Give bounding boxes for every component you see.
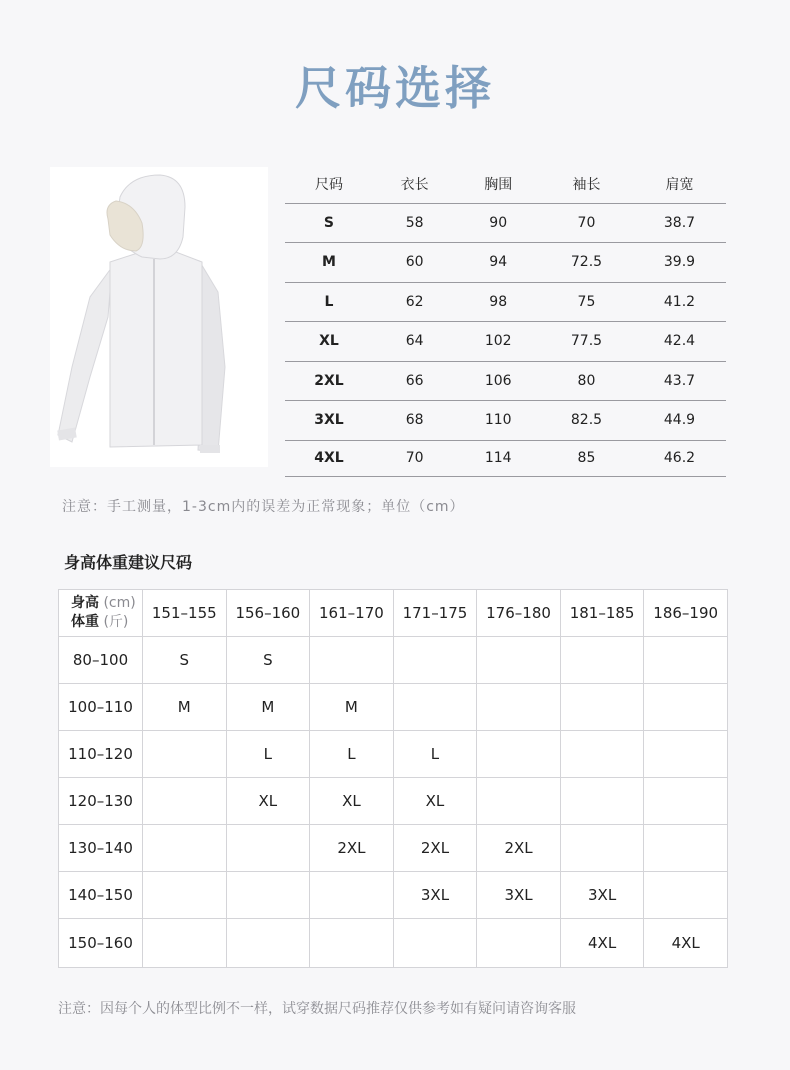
table-row: [59, 731, 728, 778]
cell-size: 3XL: [285, 401, 373, 441]
cell-chest: 90: [456, 203, 540, 243]
height-header: 151–155: [143, 590, 227, 637]
table-row: [285, 282, 726, 322]
size-cell: [644, 684, 728, 731]
cell-length: 66: [373, 361, 457, 401]
recommend-header-row: [59, 590, 728, 637]
size-cell: [644, 872, 728, 919]
size-cell: [560, 778, 644, 825]
cell-shoulder: 46.2: [633, 440, 726, 476]
product-image-white-hooded-jacket: [50, 167, 268, 467]
size-cell: [477, 919, 561, 968]
size-cell: 2XL: [477, 825, 561, 872]
size-cell: [310, 637, 394, 684]
cell-shoulder: 38.7: [633, 203, 726, 243]
cell-chest: 98: [456, 282, 540, 322]
cell-sleeve: 77.5: [540, 322, 633, 362]
size-cell: S: [143, 637, 227, 684]
size-cell: 3XL: [560, 872, 644, 919]
table-row: [285, 203, 726, 243]
table-row: [59, 825, 728, 872]
height-header: 181–185: [560, 590, 644, 637]
cell-size: XL: [285, 322, 373, 362]
height-unit: (cm): [103, 595, 136, 611]
size-cell: [310, 872, 394, 919]
size-cell: [226, 825, 310, 872]
recommend-note: 注意：因每个人的体型比例不一样，试穿数据尺码推荐仅供参考如有疑问请咨询客服: [58, 1001, 576, 1017]
size-cell: [644, 637, 728, 684]
size-cell: [644, 778, 728, 825]
size-cell: XL: [393, 778, 477, 825]
height-header: 171–175: [393, 590, 477, 637]
header-size: 尺码: [285, 165, 373, 203]
cell-size: S: [285, 203, 373, 243]
size-cell: [393, 684, 477, 731]
cell-chest: 94: [456, 243, 540, 283]
cell-sleeve: 85: [540, 440, 633, 476]
size-chart-table: [285, 165, 726, 477]
cell-size: 2XL: [285, 361, 373, 401]
size-cell: 2XL: [310, 825, 394, 872]
cell-shoulder: 42.4: [633, 322, 726, 362]
table-row: [285, 401, 726, 441]
size-cell: [310, 919, 394, 968]
weight-cell: 80–100: [59, 637, 143, 684]
size-cell: 3XL: [477, 872, 561, 919]
cell-sleeve: 70: [540, 203, 633, 243]
cell-size: 4XL: [285, 440, 373, 476]
cell-length: 58: [373, 203, 457, 243]
cell-chest: 102: [456, 322, 540, 362]
table-row: [59, 919, 728, 968]
size-cell: M: [143, 684, 227, 731]
size-cell: [143, 919, 227, 968]
size-cell: [644, 731, 728, 778]
cell-chest: 106: [456, 361, 540, 401]
size-cell: L: [310, 731, 394, 778]
table-row: [285, 440, 726, 476]
weight-cell: 140–150: [59, 872, 143, 919]
cell-shoulder: 43.7: [633, 361, 726, 401]
size-cell: 2XL: [393, 825, 477, 872]
table-row: [59, 637, 728, 684]
header-shoulder: 肩宽: [633, 165, 726, 203]
weight-cell: 120–130: [59, 778, 143, 825]
size-cell: [226, 919, 310, 968]
cell-length: 70: [373, 440, 457, 476]
table-row: [285, 361, 726, 401]
height-header: 176–180: [477, 590, 561, 637]
weight-unit: (斤): [103, 614, 129, 630]
weight-label: 体重: [71, 614, 99, 630]
size-cell: [560, 637, 644, 684]
size-cell: [644, 825, 728, 872]
table-row: [59, 684, 728, 731]
size-cell: [560, 731, 644, 778]
cell-sleeve: 80: [540, 361, 633, 401]
cell-length: 68: [373, 401, 457, 441]
size-cell: [143, 731, 227, 778]
cell-chest: 110: [456, 401, 540, 441]
size-cell: S: [226, 637, 310, 684]
size-cell: [226, 872, 310, 919]
cell-shoulder: 44.9: [633, 401, 726, 441]
cell-sleeve: 75: [540, 282, 633, 322]
measurement-note: 注意：手工测量，1-3cm内的误差为正常现象；单位（cm）: [62, 499, 465, 515]
size-cell: [143, 872, 227, 919]
weight-cell: 150–160: [59, 919, 143, 968]
cell-length: 62: [373, 282, 457, 322]
weight-cell: 130–140: [59, 825, 143, 872]
size-cell: [477, 637, 561, 684]
header-length: 衣长: [373, 165, 457, 203]
size-cell: [560, 825, 644, 872]
height-header: 161–170: [310, 590, 394, 637]
size-cell: [393, 637, 477, 684]
weight-cell: 100–110: [59, 684, 143, 731]
header-sleeve: 袖长: [540, 165, 633, 203]
size-cell: M: [226, 684, 310, 731]
header-chest: 胸围: [456, 165, 540, 203]
size-cell: 3XL: [393, 872, 477, 919]
cell-shoulder: 41.2: [633, 282, 726, 322]
cell-sleeve: 72.5: [540, 243, 633, 283]
size-cell: L: [226, 731, 310, 778]
table-row: [285, 322, 726, 362]
size-cell: L: [393, 731, 477, 778]
cell-length: 64: [373, 322, 457, 362]
height-header: 156–160: [226, 590, 310, 637]
size-cell: 4XL: [560, 919, 644, 968]
recommend-section-title: 身高体重建议尺码: [64, 553, 193, 572]
size-cell: [560, 684, 644, 731]
page-title: 尺码选择: [295, 61, 495, 115]
cell-chest: 114: [456, 440, 540, 476]
corner-cell: [59, 590, 143, 637]
size-chart-header-row: [285, 165, 726, 203]
size-cell: [477, 731, 561, 778]
table-row: [59, 872, 728, 919]
size-cell: [143, 825, 227, 872]
cell-length: 60: [373, 243, 457, 283]
size-cell: [477, 778, 561, 825]
size-cell: [143, 778, 227, 825]
cell-size: L: [285, 282, 373, 322]
cell-shoulder: 39.9: [633, 243, 726, 283]
size-cell: [477, 684, 561, 731]
table-row: [285, 243, 726, 283]
size-cell: [393, 919, 477, 968]
weight-cell: 110–120: [59, 731, 143, 778]
recommend-size-table: [58, 589, 728, 968]
height-label: 身高: [71, 595, 99, 611]
height-header: 186–190: [644, 590, 728, 637]
jacket-illustration: [50, 167, 268, 467]
size-cell: XL: [226, 778, 310, 825]
table-row: [59, 778, 728, 825]
size-cell: 4XL: [644, 919, 728, 968]
size-cell: M: [310, 684, 394, 731]
cell-size: M: [285, 243, 373, 283]
size-cell: XL: [310, 778, 394, 825]
cell-sleeve: 82.5: [540, 401, 633, 441]
